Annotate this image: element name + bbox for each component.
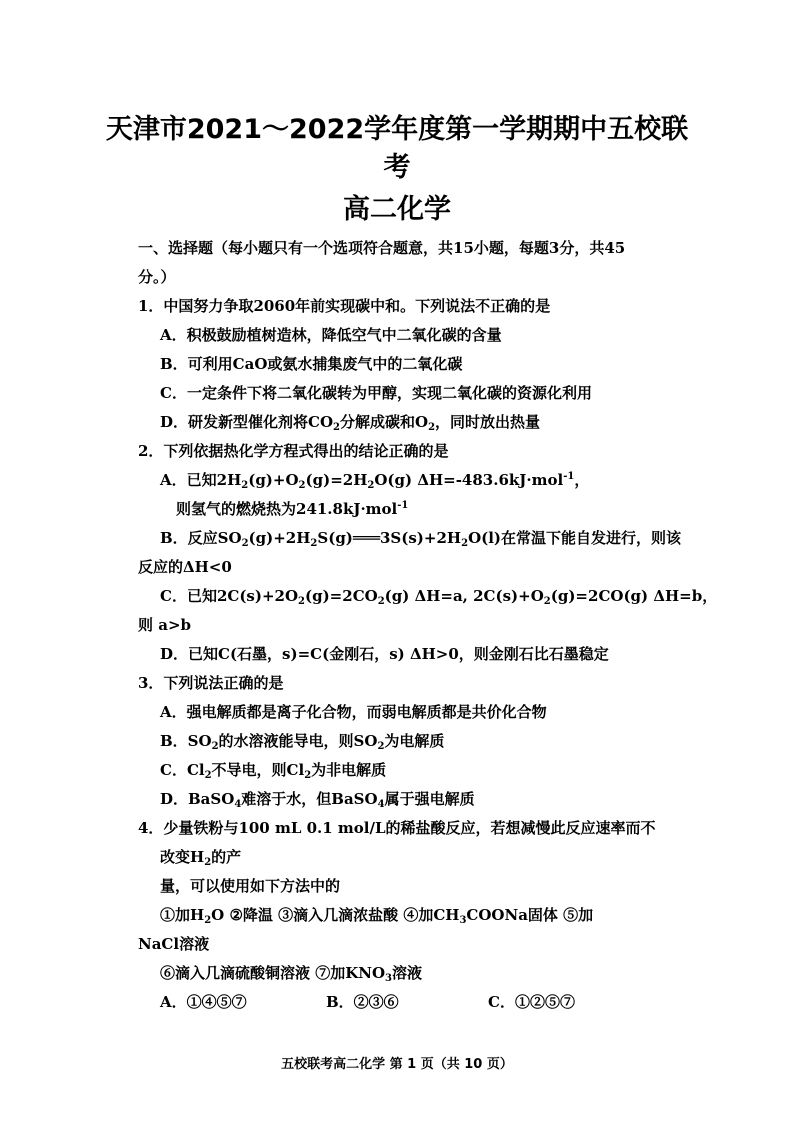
question-2-option-b-continued: 反应的ΔH<0: [138, 558, 232, 576]
question-3-option-d: D．BaSO$_4$难溶于水，但BaSO$_4$属于强电解质: [160, 790, 475, 810]
section-heading-continued: 分。）: [138, 268, 176, 286]
question-4-methods-line1: ①加$H_2O$ ②降温 ③滴入几滴浓盐酸 ④加$CH_3COONa$固体 ⑤加: [160, 906, 594, 926]
question-3-option-c: C．$Cl_2$不导电，则$Cl_2$为非电解质: [160, 761, 387, 781]
question-4-methods-line2: NaCl溶液: [138, 935, 210, 953]
question-1-option-b: B．可利用CaO或氨水捕集废气中的二氧化碳: [160, 355, 463, 373]
question-2-option-c-continued: 则 a>b: [138, 616, 191, 634]
subject-title: 高二化学: [343, 194, 451, 225]
question-1-option-a: A．积极鼓励植树造林，降低空气中二氧化碳的含量: [160, 326, 502, 344]
question-2-option-a-continued: 则氢气的燃烧热为241.8kJ·mol$^{-1}$: [176, 500, 409, 518]
question-4-stem-line3: 量，可以使用如下方法中的: [160, 877, 341, 895]
question-1-option-d: D．研发新型催化剂将$CO_2$分解成碳和$O_2$，同时放出热量: [160, 413, 541, 433]
document-title: 天津市2021～2022学年度第一学期期中五校联: [105, 114, 689, 145]
question-4-methods-line3: ⑥滴入几滴硫酸铜溶液 ⑦加$KNO_3$溶液: [160, 964, 423, 984]
question-3-option-a: A．强电解质都是离子化合物，而弱电解质都是共价化合物: [160, 703, 547, 721]
question-3-option-b: B．$SO_2$的水溶液能导电，则$SO_2$为电解质: [160, 732, 445, 752]
question-4-option-a: A．①④⑤⑦: [160, 993, 247, 1011]
question-2-option-a: A．已知$2H_2(g)+O_2(g)=2H_2O(g)$ ΔH=-483.6kJ·mol$^{-1}$，: [160, 471, 590, 491]
page-footer: 五校联考高二化学 第 1 页（共 10 页）: [281, 1057, 513, 1072]
section-heading: 一、选择题（每小题只有一个选项符合题意，共15小题，每题3分，共45: [138, 239, 626, 257]
question-4-stem: 4．少量铁粉与100 mL 0.1 mol/L的稀盐酸反应，若想减慢此反应速率而不: [138, 819, 656, 837]
question-1-option-c: C．一定条件下将二氧化碳转为甲醇，实现二氧化碳的资源化利用: [160, 384, 592, 402]
question-2-option-c: C．已知$2C(s)+2O_2(g)=2CO_2(g)$ ΔH=a, $2C(s)+O_2(g)=2CO(g)$ ΔH=b，: [160, 587, 718, 607]
question-3-stem: 3．下列说法正确的是: [138, 674, 284, 692]
question-4-option-c: C．①②⑤⑦: [488, 993, 575, 1011]
question-4-option-b: B．②③⑥: [326, 993, 399, 1011]
question-2-option-d: D．已知C(石墨，s)=C(金刚石，s) ΔH>0，则金刚石比石墨稳定: [160, 645, 609, 663]
document-title-continued: 考: [383, 152, 411, 183]
question-2-stem: 2．下列依据热化学方程式得出的结论正确的是: [138, 442, 449, 460]
question-2-option-b: B．反应$SO_2(g)+2H_2S(g)═══3S(s)+2H_2O(l)$在常温下能自发进行，则该: [160, 529, 682, 549]
question-1-stem: 1．中国努力争取2060年前实现碳中和。下列说法不正确的是: [138, 297, 551, 315]
question-4-stem-continued: 改变$H_2$的产: [160, 848, 242, 868]
